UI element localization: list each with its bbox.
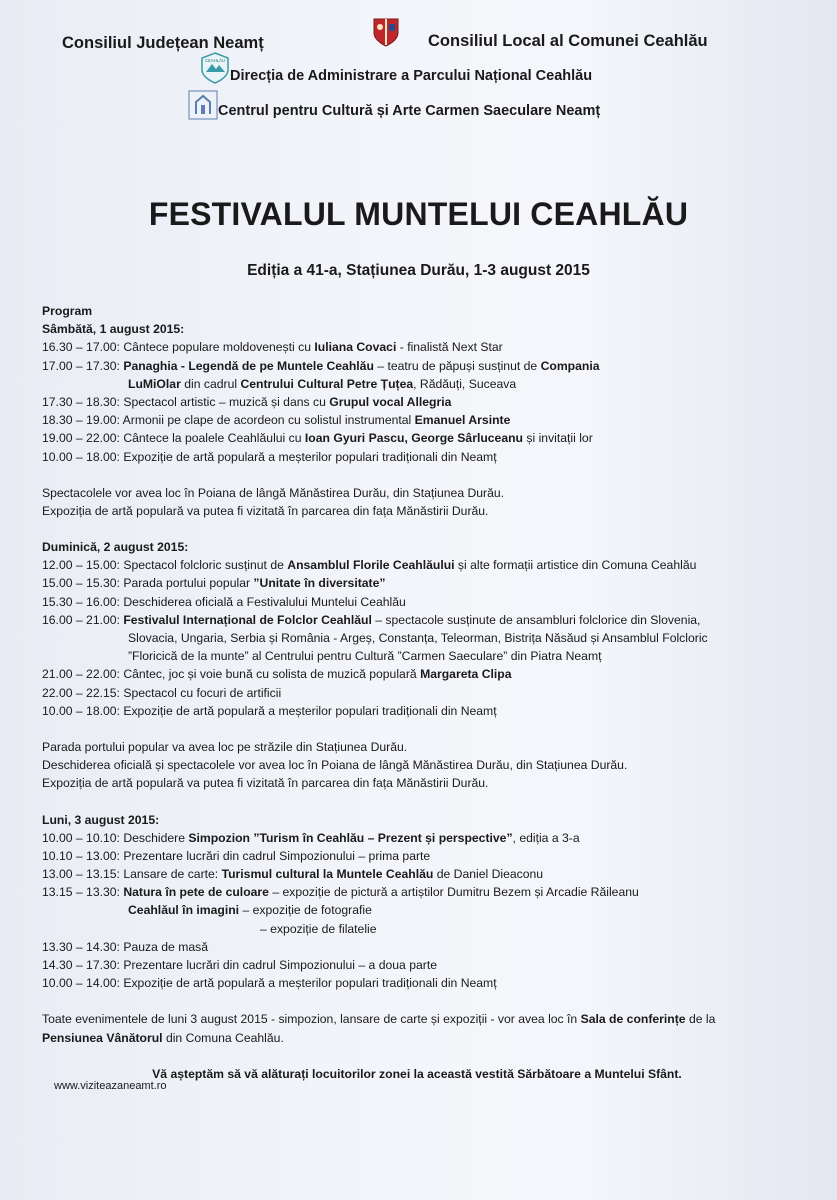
schedule-row: 18.30 – 19.00: Armonii pe clape de acordeon cu solistul instrumental Emanuel Arsinte bbox=[42, 413, 511, 428]
day1-heading: Sâmbătă, 1 august 2015: bbox=[42, 322, 185, 337]
culture-center-logo-icon bbox=[188, 90, 218, 120]
schedule-row: 15.00 – 15.30: Parada portului popular ”Unitate în diversitate” bbox=[42, 576, 386, 591]
county-council-name: Consiliul Județean Neamț bbox=[62, 34, 264, 52]
schedule-row: 12.00 – 15.00: Spectacol folcloric susținut de Ansamblul Florile Ceahlăului și alte formații artistice din Comuna Ceahlău bbox=[42, 558, 697, 573]
day2-note: Expoziția de artă populară va putea fi vizitată în parcarea din fața Mănăstirii Durău. bbox=[42, 776, 489, 791]
park-directorate-name: Direcția de Administrare a Parcului Național Ceahlău bbox=[230, 68, 593, 84]
schedule-row: 10.10 – 13.00: Prezentare lucrări din cadrul Simpozionului – prima parte bbox=[42, 848, 431, 863]
culture-center-name: Centrul pentru Cultură și Arte Carmen Saeculare Neamț bbox=[218, 103, 601, 119]
coat-of-arms-icon bbox=[372, 17, 400, 47]
schedule-row: 19.00 – 22.00: Cântece la poalele Ceahlăului cu Ioan Gyuri Pascu, George Sârluceanu și invitații lor bbox=[42, 431, 593, 446]
schedule-row-continuation: – expoziție de filatelie bbox=[260, 921, 377, 936]
day1-note: Spectacolele vor avea loc în Poiana de lângă Mănăstirea Durău, din Stațiunea Durău. bbox=[42, 485, 505, 500]
schedule-row-continuation: Slovacia, Ungaria, Serbia și România - Argeș, Constanța, Teleorman, Bistrița Năsăud și Ansamblul Folcloric bbox=[128, 631, 708, 645]
local-council-name: Consiliul Local al Comunei Ceahlău bbox=[428, 32, 708, 50]
schedule-row: 10.00 – 10.10: Deschidere Simpozion ”Turism în Ceahlău – Prezent și perspective”, ediția a 3-a bbox=[42, 830, 580, 845]
schedule-row: 15.30 – 16.00: Deschiderea oficială a Festivalului Muntelui Ceahlău bbox=[42, 594, 406, 609]
day2-heading: Duminică, 2 august 2015: bbox=[42, 540, 189, 555]
day2-note: Parada portului popular va avea loc pe străzile din Stațiunea Durău. bbox=[42, 739, 408, 754]
schedule-row: 16.30 – 17.00: Cântece populare moldovenești cu Iuliana Covaci - finalistă Next Star bbox=[42, 340, 503, 355]
schedule-row-continuation: ”Floricică de la munte” al Centrului pentru Cultură ”Carmen Saeculare” din Piatra Neamț bbox=[128, 649, 602, 664]
footer-website-link[interactable]: www.viziteazaneamt.ro bbox=[54, 1080, 167, 1092]
closing-invitation: Vă așteptăm să vă alăturați locuitorilor zonei la această vestită Sărbătoare a Muntelui Sfânt. bbox=[152, 1066, 682, 1081]
day2-note: Deschiderea oficială și spectacolele vor avea loc în Poiana de lângă Mănăstirea Durău, din Stațiunea Durău. bbox=[42, 758, 628, 773]
schedule-row: 22.00 – 22.15: Spectacol cu focuri de artificii bbox=[42, 685, 282, 700]
schedule-row: 10.00 – 18.00: Expoziție de artă populară a meșterilor populari tradiționali din Neamț bbox=[42, 449, 497, 464]
schedule-row-continuation: LuMiOlar din cadrul Centrului Cultural Petre Țuțea, Rădăuți, Suceava bbox=[128, 376, 517, 391]
schedule-row: 13.15 – 13.30: Natura în pete de culoare – expoziție de pictură a artiștilor Dumitru Bezem și Arcadie Răileanu bbox=[42, 885, 639, 900]
schedule-row-continuation: Ceahlăul în imagini – expoziție de fotografie bbox=[128, 903, 372, 918]
day1-note: Expoziția de artă populară va putea fi vizitată în parcarea din fața Mănăstirii Durău. bbox=[42, 503, 489, 518]
national-park-logo-icon bbox=[200, 52, 230, 84]
festival-subtitle: Ediția a 41-a, Stațiunea Durău, 1-3 august 2015 bbox=[247, 262, 590, 279]
schedule-row: 10.00 – 14.00: Expoziție de artă populară a meșterilor populari tradiționali din Neamț bbox=[42, 976, 497, 991]
schedule-row: 17.30 – 18.30: Spectacol artistic – muzică și dans cu Grupul vocal Allegria bbox=[42, 394, 452, 409]
schedule-row: 10.00 – 18.00: Expoziție de artă populară a meșterilor populari tradiționali din Neamț bbox=[42, 703, 497, 718]
day3-note: Toate evenimentele de luni 3 august 2015 - simpozion, lansare de carte și expoziții - vor avea loc în Sala de conferințe de la bbox=[42, 1012, 716, 1027]
program-body bbox=[42, 302, 832, 1083]
schedule-row: 13.00 – 13.15: Lansare de carte: Turismul cultural la Muntele Ceahlău de Daniel Dieaconu bbox=[42, 867, 544, 882]
festival-title: FESTIVALUL MUNTELUI CEAHLĂU bbox=[148, 196, 689, 232]
day3-note-continuation: Pensiunea Vânătorul din Comuna Ceahlău. bbox=[42, 1030, 284, 1045]
park-logo-text: CEAHLĂU bbox=[205, 58, 225, 63]
schedule-row: 17.00 – 17.30: Panaghia - Legendă de pe Muntele Ceahlău – teatru de păpuși susținut de Compania bbox=[42, 358, 600, 373]
schedule-row: 21.00 – 22.00: Cântec, joc și voie bună cu solista de muzică populară Margareta Clipa bbox=[42, 667, 512, 682]
schedule-row: 13.30 – 14.30: Pauza de masă bbox=[42, 939, 209, 954]
program-label: Program bbox=[42, 304, 93, 318]
schedule-row: 16.00 – 21.00: Festivalul Internațional de Folclor Ceahlăul – spectacole susținute de ansambluri folclorice din Slovenia, bbox=[42, 612, 701, 627]
schedule-row: 14.30 – 17.30: Prezentare lucrări din cadrul Simpozionului – a doua parte bbox=[42, 958, 437, 972]
day3-heading: Luni, 3 august 2015: bbox=[42, 812, 160, 827]
